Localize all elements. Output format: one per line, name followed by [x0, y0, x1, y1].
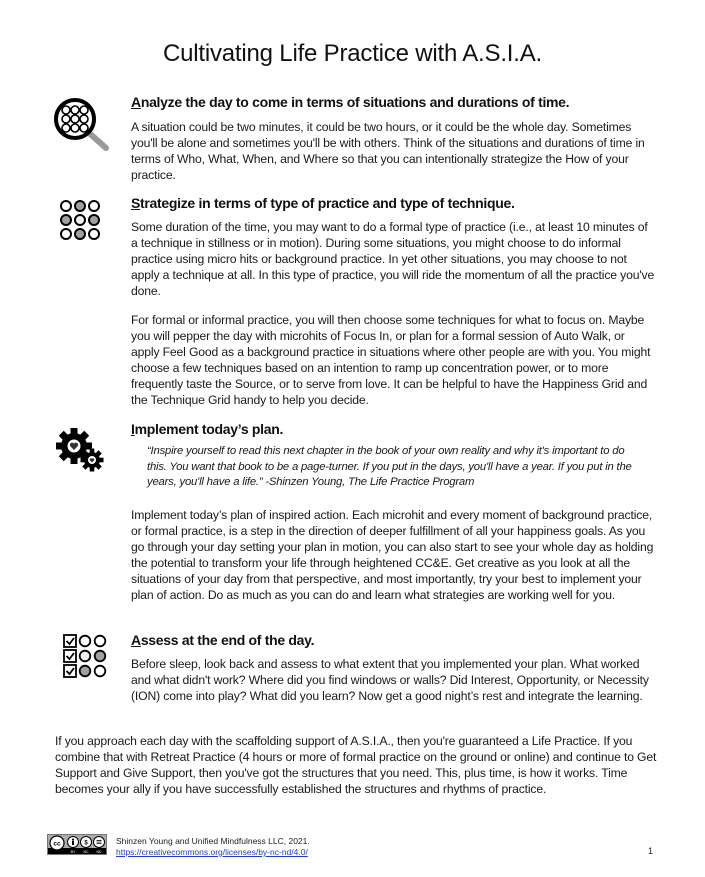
inspirational-quote: “Inspire yourself to read this next chapter in the book of your own reality and why it's important to do this. You want that book to be a page-turner. If you put in the days, you'll have a year. If you put in the years, you'll have a life.” -Shinzen Young, The Life Practice Program [147, 445, 632, 488]
svg-text:cc: cc [53, 840, 61, 848]
checklist-grid-icon [63, 634, 109, 680]
svg-text:BY: BY [70, 850, 76, 854]
page-title: Cultivating Life Practice with A.S.I.A. [162, 40, 543, 67]
dot-grid-icon [59, 199, 101, 241]
section-paragraph: A situation could be two minutes, it could be two hours, or it could be the whole day. Sometimes you'll be alone and sometimes you'll be with others. Think of the situations and durations of time in terms of Who, What, When, and Where so that you can intentionally strategize the How of your practice. [131, 120, 645, 182]
section-heading-implement: Implement today’s plan. [131, 421, 284, 437]
section-paragraph: Before sleep, look back and assess to what extent that you implemented your plan. What worked and what didn't work? Where did you find windows or walls? Did Interest, Opportunity, or Necessity (ION) come into play? What did you learn? Now get a good night’s rest and integrate the learning. [131, 657, 649, 703]
footer-credits [116, 836, 310, 858]
section-paragraph: Some duration of the time, you may want to do a formal type of practice (i.e., at least 10 minutes of a technique in stillness or in motion). During some situations, you might choose to do informal practice using micro hits or background practice. In yet other situations, you may choose to not apply a technique at all. In this type of practice, you will ride the momentum of all the practice you've done. [131, 220, 655, 298]
section-heading-analyze: Analyze the day to come in terms of situations and durations of time. [131, 94, 570, 110]
copyright-notice: Shinzen Young and Unified Mindfulness LLC, 2021. [116, 836, 310, 846]
svg-text:NC: NC [83, 850, 89, 854]
svg-text:$: $ [84, 840, 88, 847]
section-paragraph: Implement today’s plan of inspired action. Each microhit and every moment of background practice, or formal practice, is a step in the direction of deeper fulfillment of all your happiness goals. As you go through your day setting your plan in motion, you can also start to see your whole day as holding the potential to transform your life through heightened CC&E. Get creative as you look at all the situations of your day from that perspective, and most importantly, try your best to implement your plan of action. Do as much as you can do and learn what strategies are working well for you. [131, 508, 654, 602]
section-heading-strategize: Strategize in terms of type of practice and type of technique. [131, 195, 515, 211]
magnifier-grid-icon [52, 96, 112, 154]
closing-paragraph: If you approach each day with the scaffolding support of A.S.I.A., then you're guaranteed a Life Practice. If you combine that with Retreat Practice (4 hours or more of formal practice on the ground or online) and continue to Get Support and Give Support, then you've got the structures that you need. This, plus time, is how it works. Time becomes your ally if you have successfully established the structures and rhythms of practice. [55, 734, 657, 796]
svg-text:ND: ND [96, 850, 102, 854]
page-number: 1 [648, 846, 654, 856]
section-paragraph: For formal or informal practice, you will then choose some techniques for what to focus on. Maybe you will pepper the day with microhits of Focus In, or plan for a formal session of Auto Walk, or apply Feel Good as a background practice in situations where other people are with you. You might choose a few techniques based on an intention to ramp up concentration power, or to more frequently taste the Source, or to serve from love. It can be helpful to have the Happiness Grid and the Technique Grid handy to help you decide. [131, 313, 651, 407]
section-heading-assess: Assess at the end of the day. [131, 632, 315, 648]
license-link[interactable]: https://creativecommons.org/licenses/by-nc-nd/4.0/ [116, 847, 308, 857]
heart-gears-icon [54, 426, 106, 474]
cc-by-nc-nd-icon [47, 834, 107, 855]
